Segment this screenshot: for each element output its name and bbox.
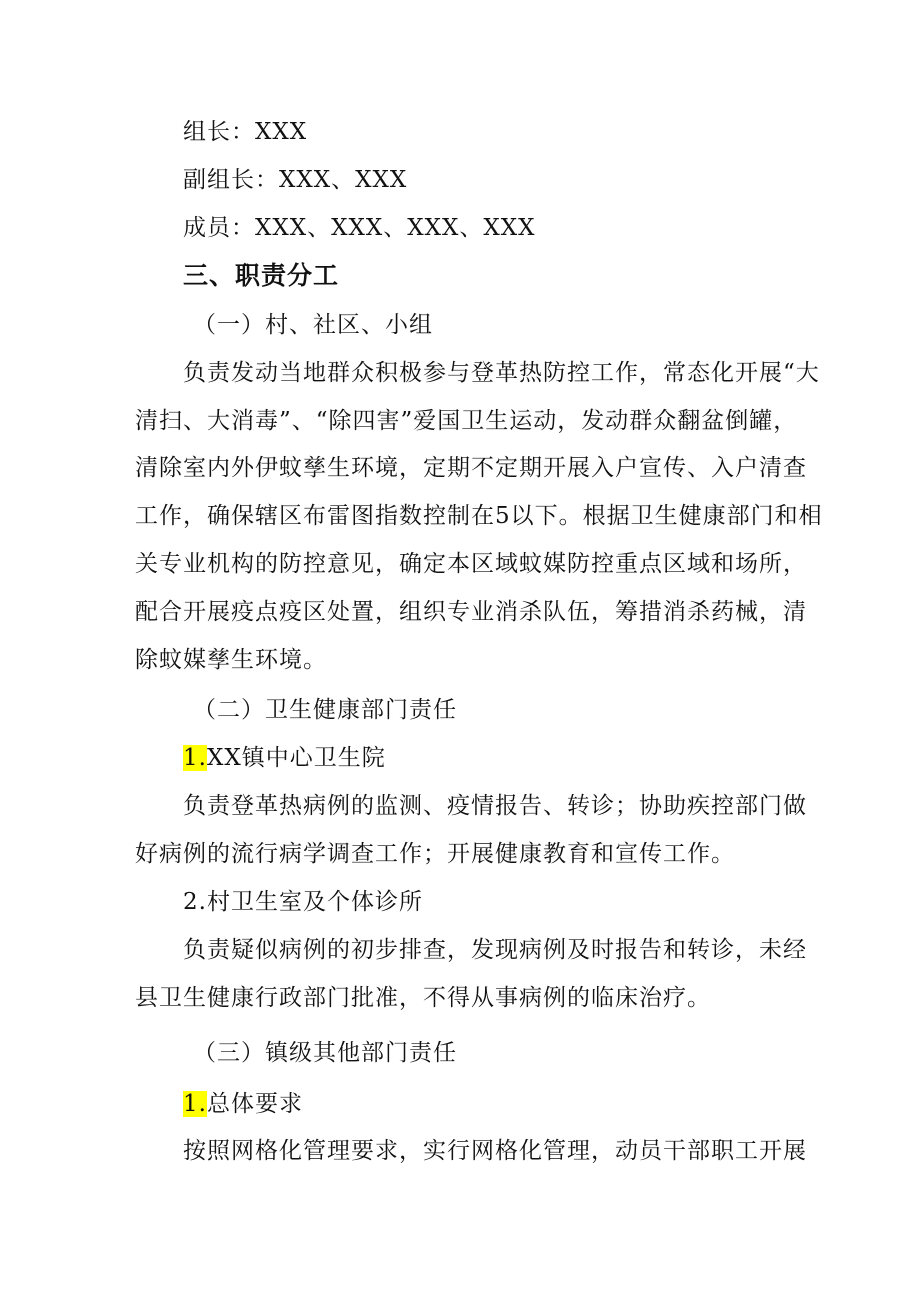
paragraph-line: 工作，确保辖区布雷图指数控制在5以下。根据卫生健康部门和相 (135, 503, 823, 529)
paragraph-line: 好病例的流行病学调查工作；开展健康教育和宣传工作。 (135, 841, 735, 867)
item-title-health-center (183, 743, 386, 773)
deputy-leader-line (183, 165, 407, 195)
item-title-general-requirements (183, 1089, 303, 1119)
paragraph-line: 县卫生健康行政部门批准，不得从事病例的临床治疗。 (135, 985, 711, 1011)
paragraph-line: 负责疑似病例的初步排查，发现病例及时报告和转诊，未经 (183, 937, 807, 963)
subsection-title-health: （二）卫生健康部门责任 (193, 697, 457, 723)
subsection-title-other-departments: （三）镇级其他部门责任 (193, 1040, 457, 1066)
paragraph-line: 除蚊媒孳生环境。 (135, 647, 327, 673)
paragraph-line: 清除室内外伊蚊孳生环境，定期不定期开展入户宣传、入户清查 (135, 455, 807, 481)
members-label: 成员： (183, 215, 255, 241)
item-title-village-clinic: 2.村卫生室及个体诊所 (183, 889, 423, 915)
deputy-leader-label: 副组长： (183, 167, 279, 193)
paragraph-line: 负责登革热病例的监测、疫情报告、转诊；协助疾控部门做 (183, 793, 807, 819)
paragraph-line: 清扫、大消毒”、“除四害”爱国卫生运动，发动群众翻盆倒罐， (135, 408, 798, 434)
leader-label: 组长： (183, 119, 255, 145)
paragraph-line: 配合开展疫点疫区处置，组织专业消杀队伍，筹措消杀药械，清 (135, 599, 807, 625)
subsection-title-village: （一）村、社区、小组 (193, 312, 433, 338)
item-title-text: XX镇中心卫生院 (206, 745, 386, 771)
highlighted-item-number: 1. (183, 745, 207, 771)
leader-line (183, 117, 307, 147)
leader-value: XXX (255, 119, 308, 145)
highlighted-item-number: 1. (183, 1091, 207, 1117)
deputy-leader-value: XXX、XXX (279, 167, 408, 193)
item-title-text: 总体要求 (206, 1091, 303, 1117)
paragraph-line: 按照网格化管理要求，实行网格化管理，动员干部职工开展 (183, 1138, 807, 1164)
paragraph-line: 关专业机构的防控意见，确定本区域蚊媒防控重点区域和场所， (135, 551, 807, 577)
section-heading-responsibilities: 三、职责分工 (183, 261, 340, 290)
members-value: XXX、XXX、XXX、XXX (255, 215, 536, 241)
members-line (183, 213, 536, 243)
paragraph-line: 负责发动当地群众积极参与登革热防控工作，常态化开展“大 (183, 360, 820, 386)
